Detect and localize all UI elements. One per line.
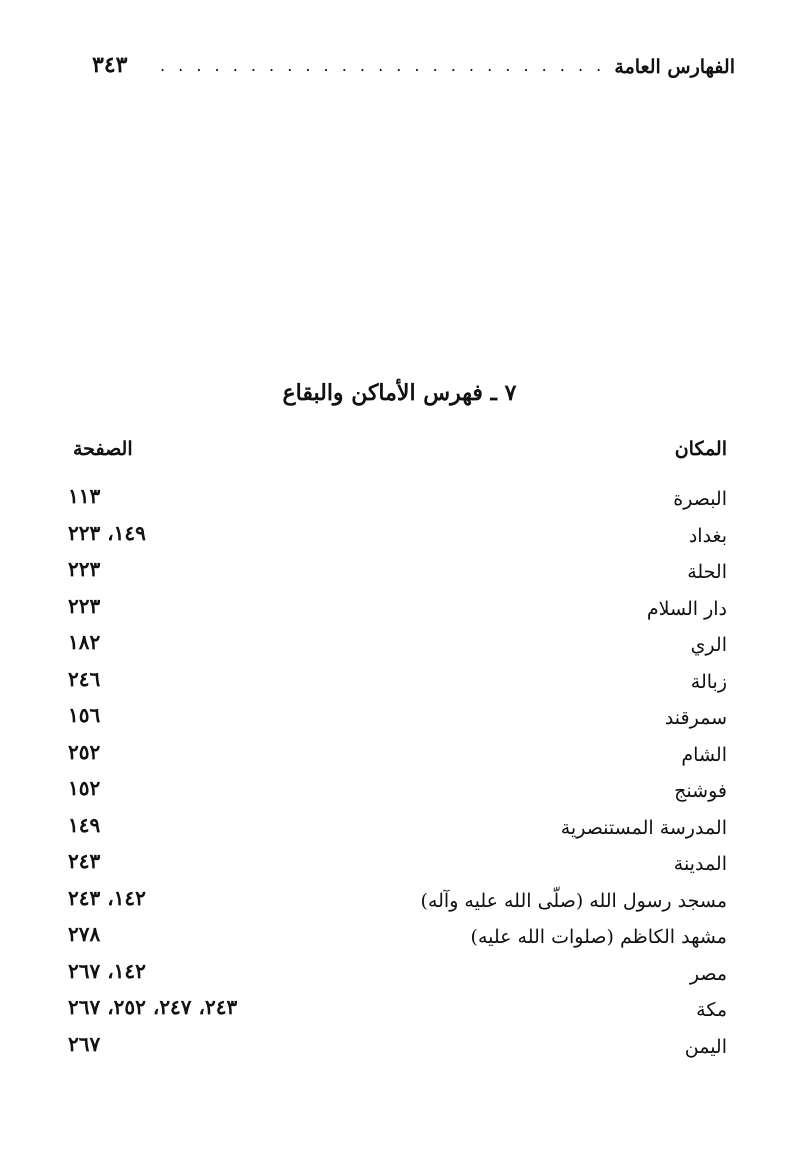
entry-pages: ١٥٢: [68, 776, 101, 800]
entry-place: مسجد رسول الله (صلّى الله عليه وآله): [420, 889, 727, 912]
entry-pages: ٢٤٣، ٢٤٧، ٢٥٢، ٢٦٧: [68, 995, 238, 1019]
entry-place: الشام: [681, 743, 727, 766]
entry-pages: ١١٣: [68, 484, 101, 508]
entry-pages: ١٤٩، ٢٢٣: [68, 520, 146, 545]
entry-pages: ١٤٢، ٢٤٣: [68, 885, 146, 910]
running-header: [92, 52, 735, 92]
index-entry: [0, 886, 799, 923]
header-title: الفهارس العامة: [614, 56, 735, 78]
index-entry: [0, 922, 799, 959]
entry-pages: ٢٢٣: [68, 593, 101, 618]
entry-place: المدرسة المستنصرية: [560, 816, 727, 839]
index-entry: [0, 484, 799, 521]
entry-place: اليمن: [684, 1035, 727, 1058]
index-entry: [0, 995, 799, 1032]
entry-place: بغداد: [688, 524, 727, 547]
entry-place: الري: [690, 634, 727, 656]
entry-place: مصر: [689, 962, 727, 985]
entry-place: مكة: [696, 999, 727, 1021]
entry-place: سمرقند: [664, 707, 727, 729]
entry-pages: ١٤٩: [68, 812, 101, 837]
column-header-pages: الصفحة: [73, 438, 133, 460]
index-entry: [0, 776, 799, 813]
page-number: ٣٤٣: [92, 52, 128, 78]
entry-place: زبالة: [690, 670, 727, 693]
header-leader-dots: . . . . . . . . . . . . . . . . . . . . . . . . . .: [160, 56, 624, 75]
entry-place: فوشنج: [674, 780, 727, 802]
index-entry: [0, 594, 799, 631]
index-entry: [0, 667, 799, 704]
column-header-place: المكان: [674, 438, 727, 460]
entry-place: المدينة: [673, 853, 727, 875]
index-entry: [0, 703, 799, 740]
index-entry: [0, 557, 799, 594]
index-entry: [0, 959, 799, 996]
entry-pages: ١٤٢، ٢٦٧: [68, 958, 146, 983]
entry-pages: ٢٧٨: [68, 922, 101, 946]
entry-place: البصرة: [673, 488, 727, 510]
entry-pages: ٢٥٢: [68, 739, 101, 764]
entry-pages: ٢٢٣: [68, 557, 101, 581]
entry-place: مشهد الكاظم (صلوات الله عليه): [470, 926, 727, 948]
entry-pages: ٢٤٦: [68, 666, 101, 691]
index-entry: [0, 813, 799, 850]
entry-pages: ٢٦٧: [68, 1031, 101, 1056]
index-entry: [0, 740, 799, 777]
index-list: [0, 484, 799, 1068]
section-title: ٧ ـ فهرس الأماكن والبقاع: [282, 380, 517, 406]
index-entry: [0, 849, 799, 886]
index-entry: [0, 630, 799, 667]
entry-place: دار السلام: [646, 597, 727, 620]
entry-pages: ١٨٢: [68, 630, 101, 654]
entry-place: الحلة: [687, 561, 727, 583]
entry-pages: ١٥٦: [68, 703, 101, 727]
entry-pages: ٢٤٣: [68, 849, 101, 873]
index-entry: [0, 521, 799, 558]
index-entry: [0, 1032, 799, 1069]
